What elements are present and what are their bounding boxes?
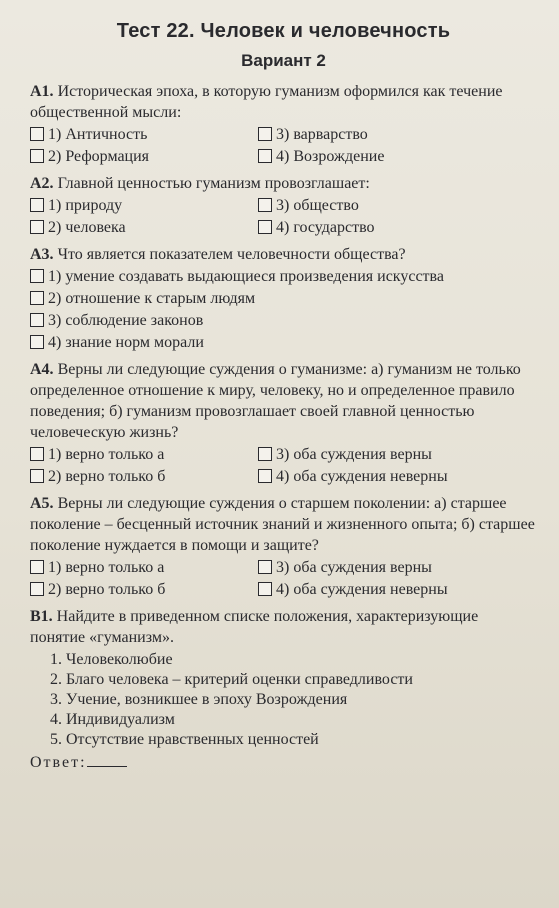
question-number: А2.	[30, 175, 54, 192]
checkbox-icon[interactable]	[30, 313, 44, 327]
option-label: 2) Реформация	[48, 148, 150, 165]
list-item: 2. Благо человека – критерий оценки справедливости	[50, 671, 413, 688]
list-item: 5. Отсутствие нравственных ценностей	[50, 731, 319, 748]
checkbox-icon[interactable]	[258, 582, 272, 596]
checkbox-icon[interactable]	[258, 149, 272, 163]
checkbox-icon[interactable]	[258, 447, 272, 461]
question-a3	[30, 244, 537, 353]
option-label: 2) верно только б	[48, 581, 166, 598]
answer-option[interactable]	[258, 125, 537, 145]
answer-option[interactable]	[258, 196, 537, 216]
option-label: 4) оба суждения неверны	[276, 468, 448, 485]
checkbox-icon[interactable]	[30, 149, 44, 163]
list-item: 4. Индивидуализм	[50, 711, 175, 728]
option-label: 1) природу	[48, 197, 123, 214]
question-a2	[30, 173, 537, 238]
checkbox-icon[interactable]	[30, 469, 44, 483]
checkbox-icon[interactable]	[258, 127, 272, 141]
answer-option[interactable]	[258, 580, 537, 600]
answer-option[interactable]	[30, 467, 258, 487]
answer-option[interactable]	[30, 558, 258, 578]
option-label: 4) Возрождение	[276, 148, 385, 165]
option-label: 2) верно только б	[48, 468, 166, 485]
option-label: 1) верно только а	[48, 559, 165, 576]
option-label: 4) оба суждения неверны	[276, 581, 448, 598]
option-label: 4) знание норм морали	[48, 334, 204, 351]
list-item: 3. Учение, возникшее в эпоху Возрождения	[50, 691, 348, 708]
page-title: Тест 22. Человек и человечность	[116, 20, 451, 42]
option-label: 1) умение создавать выдающиеся произведения искусства	[48, 268, 444, 285]
question-text: Историческая эпоха, в которую гуманизм оформился как течение общественной мысли:	[30, 83, 503, 121]
answer-option[interactable]	[258, 467, 537, 487]
question-text: Что является показателем человечности общества?	[57, 246, 406, 263]
answer-field[interactable]	[30, 754, 537, 772]
answer-option[interactable]	[30, 196, 258, 216]
question-text: Верны ли следующие суждения о гуманизме: а) гуманизм не только определенное отношение к миру, человеку, но и определенное правило поведения; б) гуманизм провозглашает своей главной ценностью человеческую жизнь?	[30, 361, 521, 441]
answer-option[interactable]	[30, 580, 258, 600]
question-text: Найдите в приведенном списке положения, характеризующие понятие «гуманизм».	[30, 608, 479, 646]
option-label: 2) человека	[48, 219, 126, 236]
answer-option[interactable]	[258, 218, 537, 238]
checkbox-icon[interactable]	[258, 469, 272, 483]
answer-option[interactable]	[30, 147, 258, 167]
question-text: Верны ли следующие суждения о старшем поколении: а) старшее поколение – бесценный источник знаний и жизненного опыта; б) старшее поколение нуждается в помощи и защите?	[30, 495, 535, 554]
checkbox-icon[interactable]	[30, 582, 44, 596]
question-number: А5.	[30, 495, 54, 512]
question-number: В1.	[30, 608, 53, 625]
checkbox-icon[interactable]	[30, 269, 44, 283]
checkbox-icon[interactable]	[30, 560, 44, 574]
answer-option[interactable]	[258, 558, 537, 578]
answer-option[interactable]	[30, 289, 537, 309]
option-label: 2) отношение к старым людям	[48, 290, 256, 307]
question-text: Главной ценностью гуманизм провозглашает:	[57, 175, 370, 192]
question-number: А1.	[30, 83, 54, 100]
answer-option[interactable]	[258, 147, 537, 167]
checkbox-icon[interactable]	[30, 335, 44, 349]
option-label: 4) государство	[276, 219, 375, 236]
option-label: 3) варварство	[276, 126, 368, 143]
answer-option[interactable]	[30, 267, 537, 287]
option-label: 1) Античность	[48, 126, 148, 143]
answer-option[interactable]	[30, 218, 258, 238]
answer-line[interactable]	[87, 766, 127, 767]
question-a1	[30, 81, 537, 167]
question-a5	[30, 493, 537, 600]
answer-label: Ответ:	[30, 754, 87, 771]
option-label: 1) верно только а	[48, 446, 165, 463]
question-b1	[30, 606, 537, 772]
answer-option[interactable]	[30, 125, 258, 145]
checkbox-icon[interactable]	[258, 220, 272, 234]
answer-option[interactable]	[30, 333, 537, 353]
checkbox-icon[interactable]	[30, 220, 44, 234]
checkbox-icon[interactable]	[30, 291, 44, 305]
option-label: 3) общество	[276, 197, 359, 214]
answer-option[interactable]	[30, 311, 537, 331]
list-item: 1. Человеколюбие	[50, 651, 173, 668]
checkbox-icon[interactable]	[30, 447, 44, 461]
option-label: 3) оба суждения верны	[276, 446, 432, 463]
option-label: 3) оба суждения верны	[276, 559, 432, 576]
answer-option[interactable]	[258, 445, 537, 465]
option-label: 3) соблюдение законов	[48, 312, 204, 329]
question-number: А3.	[30, 246, 54, 263]
variant-title: Вариант 2	[241, 51, 326, 70]
checkbox-icon[interactable]	[258, 198, 272, 212]
question-a4	[30, 359, 537, 487]
checkbox-icon[interactable]	[30, 127, 44, 141]
question-number: А4.	[30, 361, 54, 378]
answer-option[interactable]	[30, 445, 258, 465]
checkbox-icon[interactable]	[258, 560, 272, 574]
statement-list	[50, 650, 537, 750]
checkbox-icon[interactable]	[30, 198, 44, 212]
